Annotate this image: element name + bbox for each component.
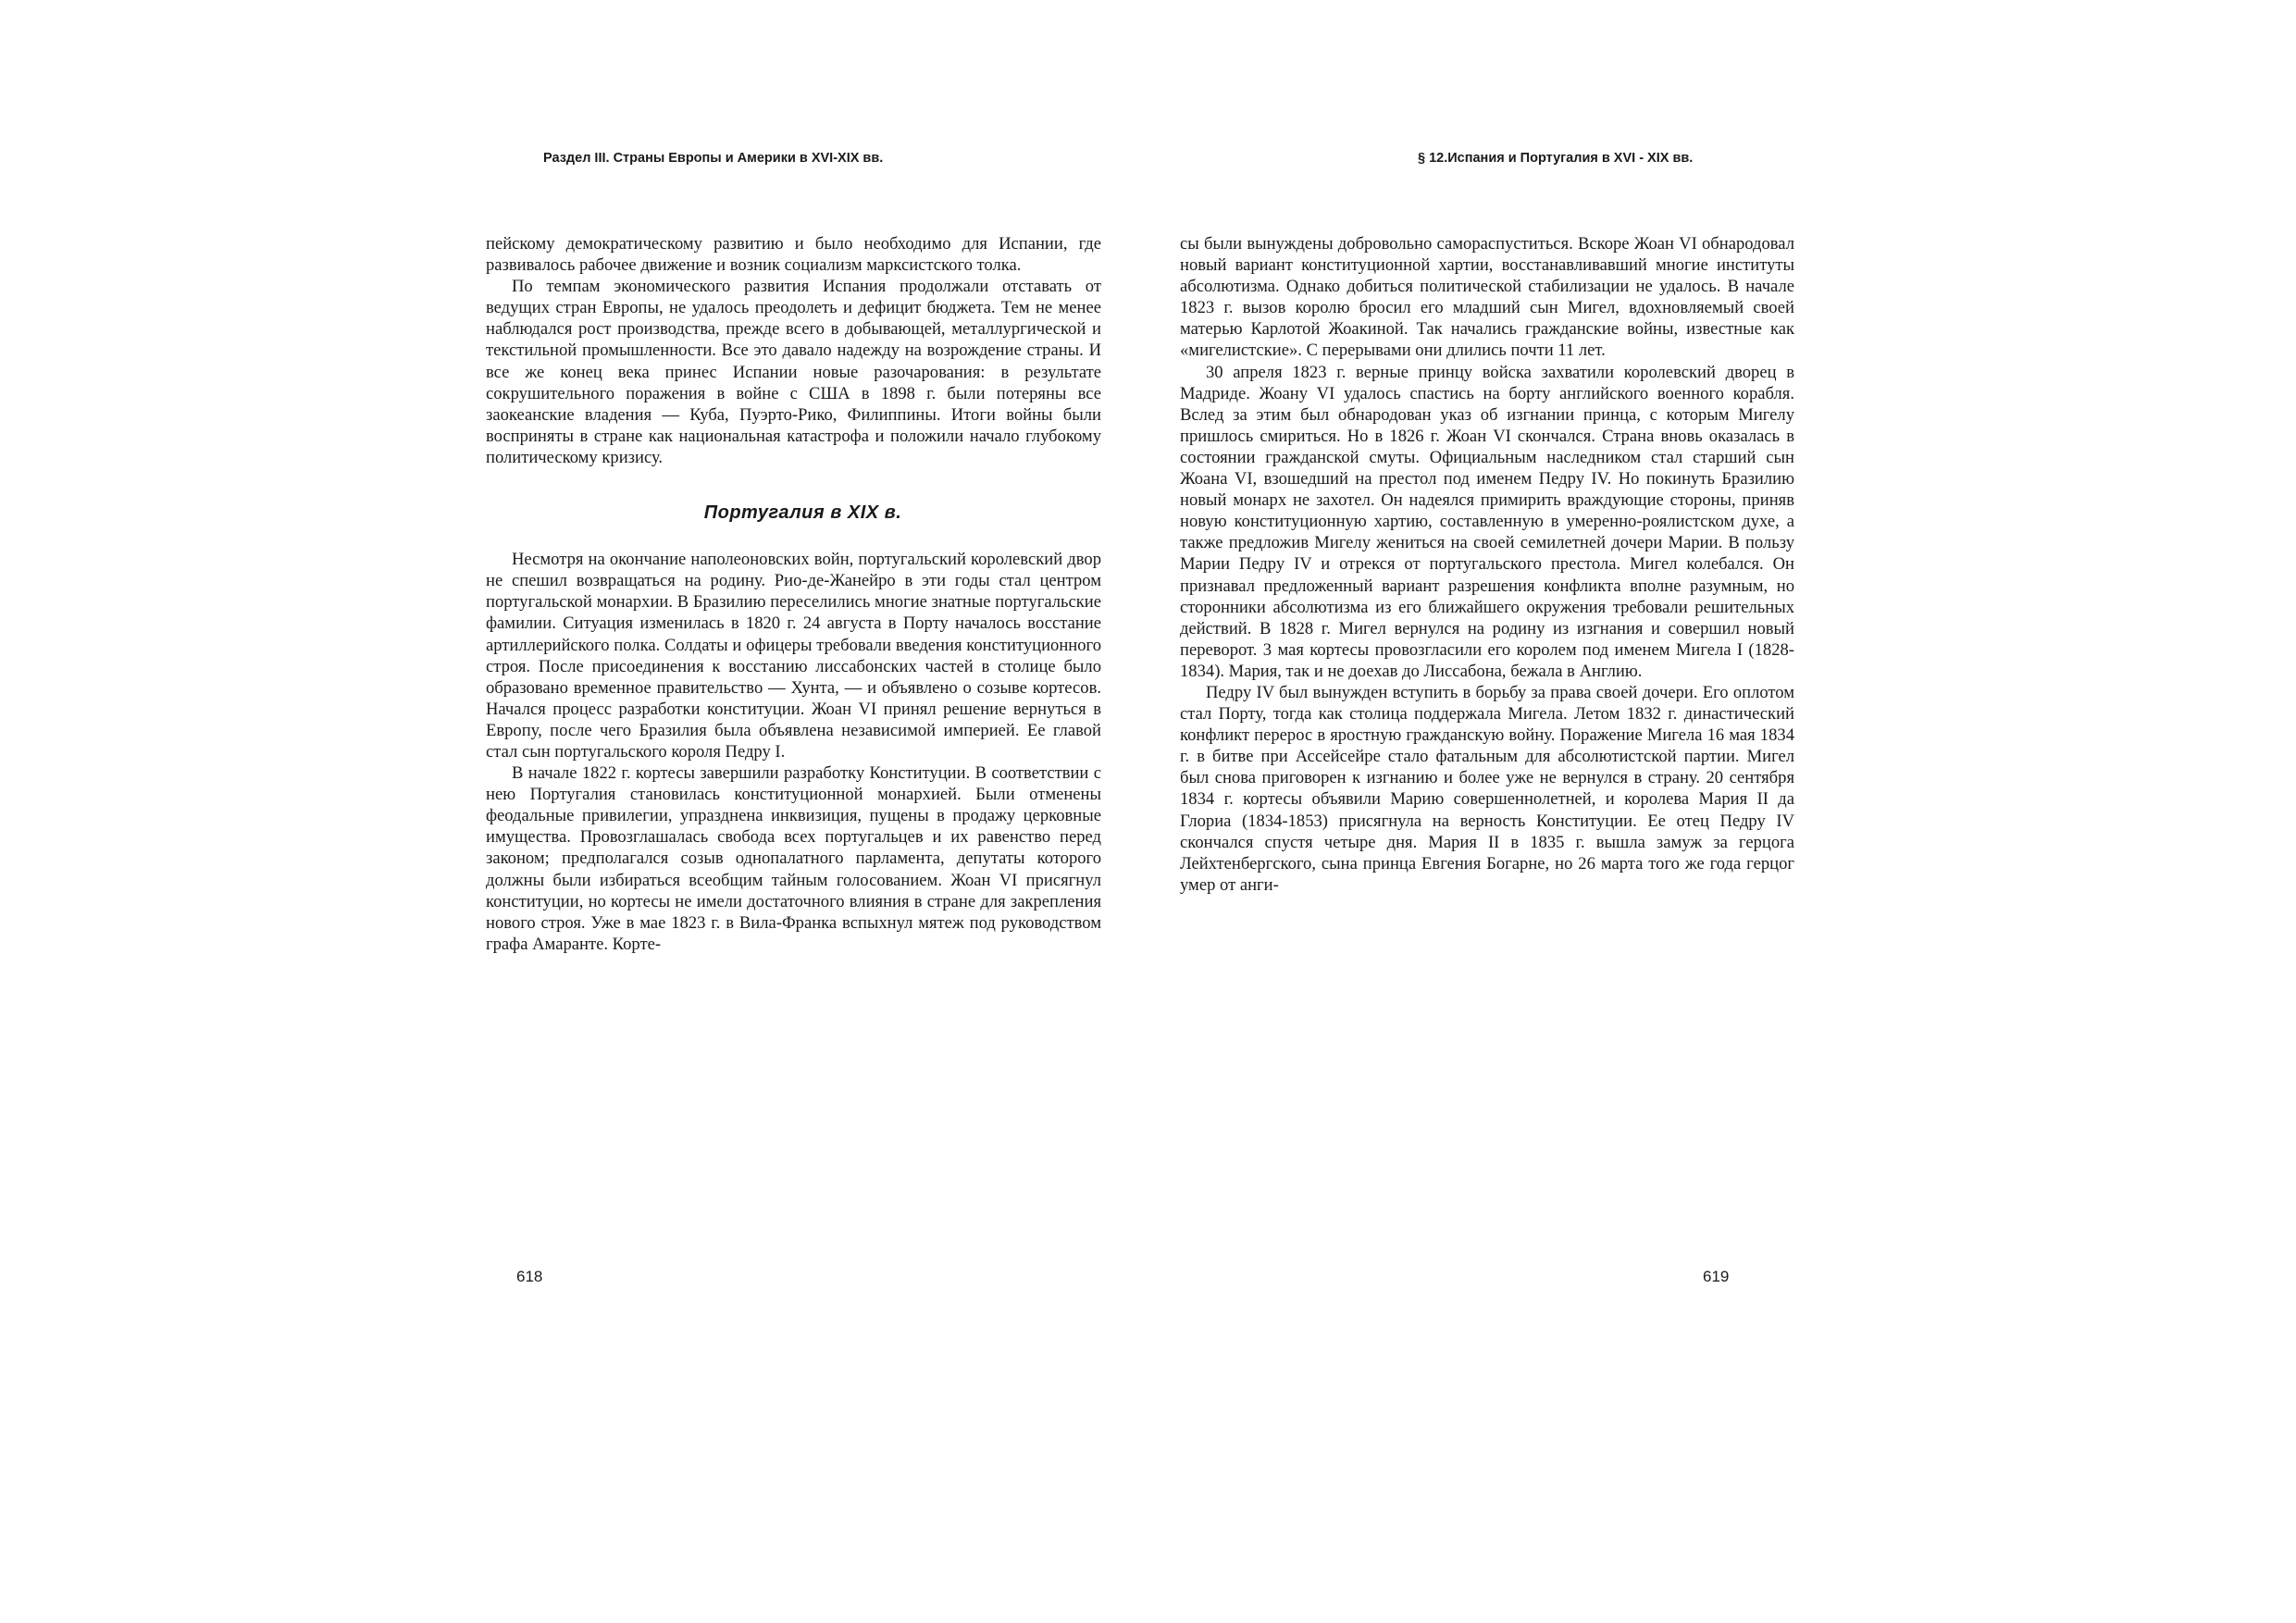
paragraph: 30 апреля 1823 г. верные принцу войска захватили королевский дворец в Мадриде. Жоану VI удалось спастись на борту английского военного корабля. Вслед за этим был обнародован указ об изгнании принца, с которым Мигелу пришлось смириться. Но в 1826 г. Жоан VI скончался. Страна вновь оказалась в состоянии гражданской смуты. Официальным наследником стал старший сын Жоана VI, взошедший на престол под именем Педру IV. Но покинуть Бразилию новый монарх не захотел. Он надеялся примирить враждующие стороны, приняв новую конституционную хартию, составленную в умеренно-роялистском духе, а также предложив Мигелу жениться на своей семилетней дочери Марии. В пользу Марии Педру IV и отрекся от португальского престола. Мигел колебался. Он признавал предложенный вариант разрешения конфликта вполне разумным, но сторонники абсолютизма из его ближайшего окружения требовали решительных действий. В 1828 г. Мигел вернулся на родину из изгнания и совершил новый переворот. 3 мая кортесы провозгласили его королем под именем Мигела I (1828-1834). Мария, так и не доехав до Лиссабона, бежала в Англию. [1180,362,1794,681]
paragraph: пейскому демократическому развитию и было необходимо для Испании, где развивалось рабочее движение и возник социализм марксистского толка. [486,234,1101,276]
page-number-left: 618 [516,1268,543,1285]
right-text-column [1180,233,1794,896]
paragraph: По темпам экономического развития Испания продолжали отставать от ведущих стран Европы, не удалось преодолеть и дефицит бюджета. Тем не менее наблюдался рост производства, прежде всего в добывающей, металлургической и текстильной промышленности. Все это давало надежду на возрождение страны. И все же конец века принес Испании новые разочарования: в результате сокрушительного поражения в войне с США в 1898 г. были потеряны все заокеанские владения — Куба, Пуэрто-Рико, Филиппины. Итоги войны были восприняты в стране как национальная катастрофа и положили начало глубокому политическому кризису. [486,277,1101,467]
section-heading: Португалия в XIX в. [703,502,902,524]
paragraph: В начале 1822 г. кортесы завершили разработку Конституции. В соответствии с нею Португалия становилась конституционной монархией. Были отменены феодальные привилегии, упразднена инквизиция, пущены в продажу церковные имущества. Провозглашалась свобода всех португальцев и их равенство перед законом; предполагался созыв однопалатного парламента, депутаты которого должны были избираться всеобщим тайным голосованием. Жоан VI присягнул конституции, но кортесы не имели достаточного влияния в стране для закрепления нового строя. Уже в мае 1823 г. в Вила-Франка вспыхнул мятеж под руководством графа Амаранте. Корте- [486,763,1101,954]
paragraph: Педру IV был вынужден вступить в борьбу за права своей дочери. Его оплотом стал Порту, тогда как столица поддержала Мигела. Летом 1832 г. династический конфликт перерос в яростную гражданскую войну. Поражение Мигела 16 мая 1834 г. в битве при Ассейсейре стало фатальным для абсолютистской партии. Мигел был снова приговорен к изгнанию и более уже не вернулся в страну. 20 сентября 1834 г. кортесы объявили Марию совершеннолетней, и королева Мария II да Глориа (1834-1853) присягнула на верность Конституции. Ее отец Педру IV скончался спустя четыре дня. Мария II в 1835 г. вышла замуж за герцога Лейхтенбергского, сына принца Евгения Богарне, но 26 марта того же года герцог умер от анги- [1180,682,1794,895]
paragraph: Несмотря на окончание наполеоновских войн, португальский королевский двор не спешил возвращаться на родину. Рио-де-Жанейро в эти годы стал центром португальской монархии. В Бразилию переселились многие знатные португальские фамилии. Ситуация изменилась в 1820 г. 24 августа в Порту началось восстание артиллерийского полка. Солдаты и офицеры требовали введения конституционного строя. После присоединения к восстанию лиссабонских частей в столице было образовано временное правительство — Хунта, — и объявлено о созыве кортесов. Начался процесс разработки конституции. Жоан VI принял решение вернуться в Европу, после чего Бразилия была объявлена независимой империей. Ее главой стал сын португальского короля Педру I. [486,550,1101,762]
paragraph: сы были вынуждены добровольно самораспуститься. Вскоре Жоан VI обнародовал новый вариант конституционной хартии, восстанавливавший многие институты абсолютизма. Однако добиться политической стабилизации не удалось. В начале 1823 г. вызов королю бросил его младший сын Мигел, вдохновляемый своей матерью Карлотой Жоакиной. Так начались гражданские войны, известные как «мигелистские». С перерывами они длились почти 11 лет. [1180,234,1794,361]
running-head-left: Раздел III. Страны Европы и Америки в XVI-XIX вв. [543,151,884,166]
running-head-right: § 12.Испания и Португалия в XVI - XIX вв. [1418,151,1694,166]
page-number-right: 619 [1703,1268,1730,1285]
left-text-column [486,233,1101,955]
